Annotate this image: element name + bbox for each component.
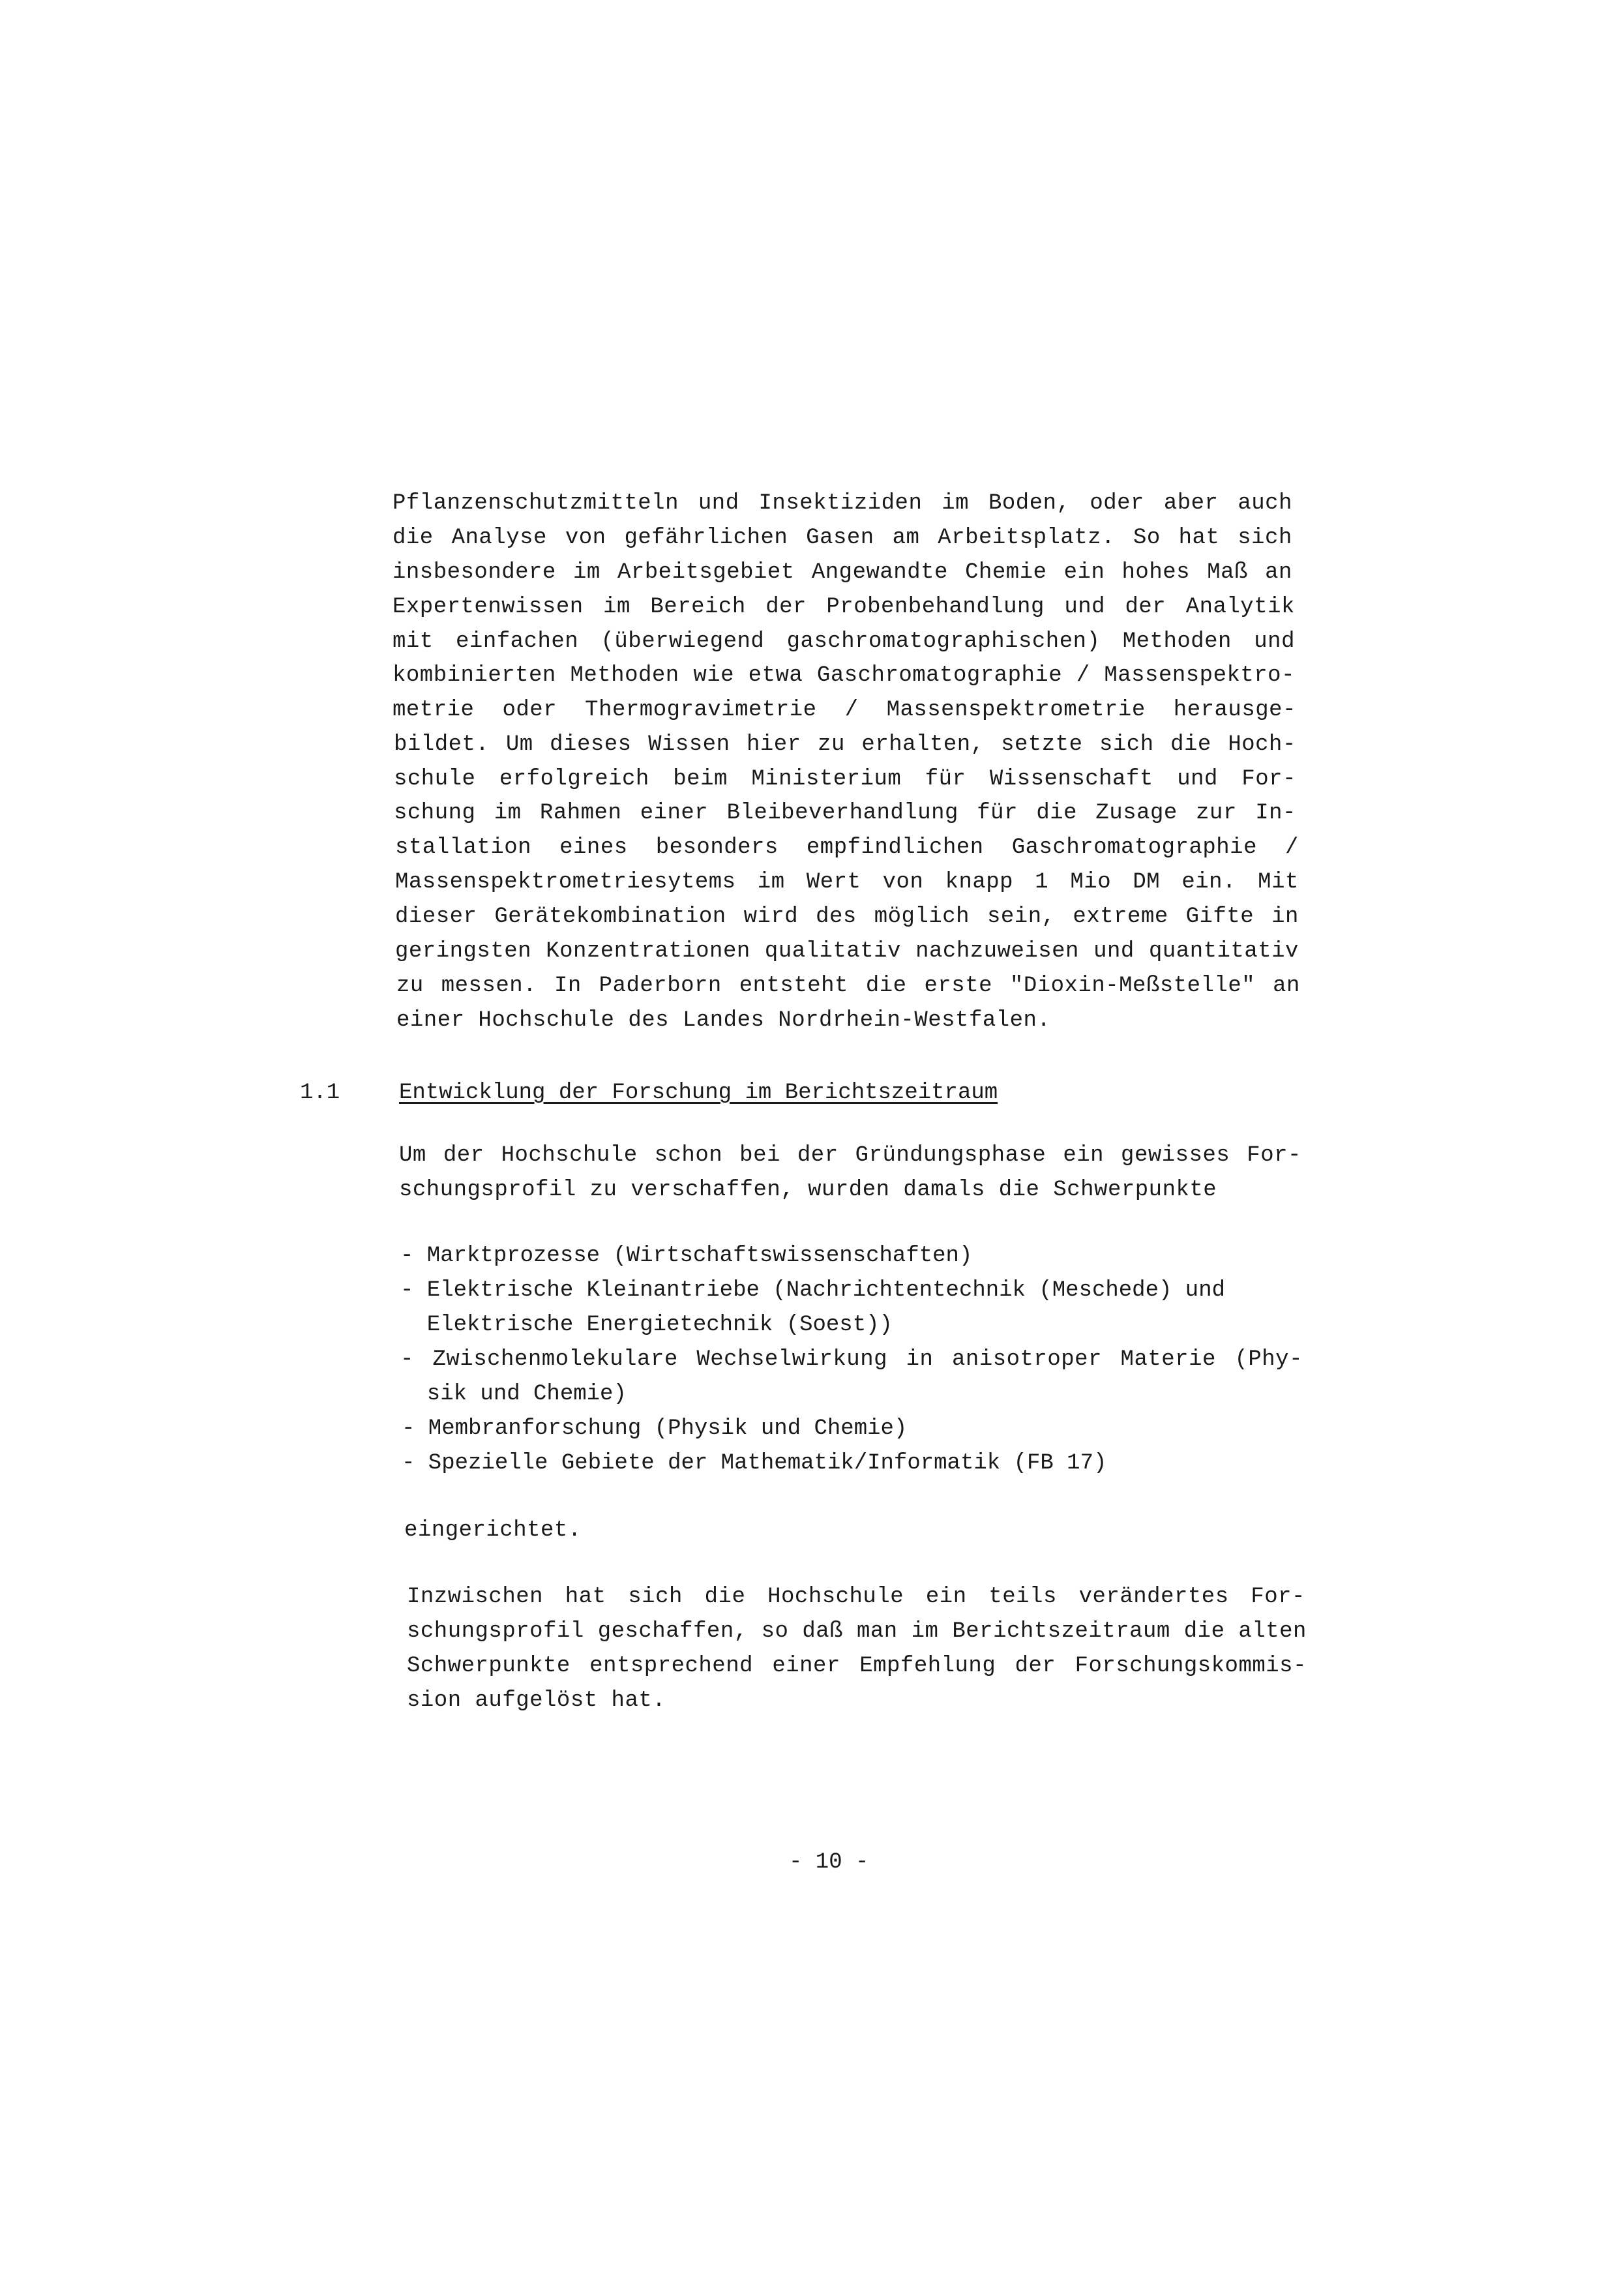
word: Gaschromatographie bbox=[816, 663, 1063, 688]
word: Pflanzenschutzmitteln bbox=[393, 491, 679, 516]
word: Zwischenmolekulare bbox=[432, 1347, 678, 1372]
word: Analytik bbox=[1185, 595, 1295, 619]
paragraph-1-line bbox=[393, 697, 1296, 723]
paragraph-1-line bbox=[395, 904, 1299, 930]
word: mit bbox=[393, 629, 434, 654]
word: zu bbox=[818, 732, 845, 757]
word: Paderborn bbox=[599, 974, 722, 998]
paragraph-3: eingerichtet. bbox=[404, 1518, 582, 1543]
word: man bbox=[856, 1619, 898, 1644]
word: besonders bbox=[655, 835, 779, 860]
word: Hochschule bbox=[767, 1585, 904, 1609]
word: in bbox=[1271, 904, 1299, 929]
word: hohes bbox=[1121, 560, 1191, 585]
word: Maß bbox=[1207, 560, 1248, 585]
word: / bbox=[844, 698, 859, 723]
word: der bbox=[1015, 1654, 1056, 1678]
word: sich bbox=[1238, 526, 1292, 550]
word: alten bbox=[1238, 1619, 1307, 1644]
list-item-continuation: Elektrische Energietechnik (Soest)) bbox=[400, 1313, 893, 1337]
word: auch bbox=[1238, 491, 1292, 516]
word: DM bbox=[1133, 870, 1161, 895]
word: hat bbox=[565, 1585, 606, 1609]
word: Mio bbox=[1070, 870, 1112, 895]
word: Hochschule bbox=[501, 1143, 638, 1168]
word: For- bbox=[1247, 1143, 1301, 1168]
word: möglich bbox=[874, 904, 970, 929]
word: Hoch- bbox=[1228, 732, 1296, 757]
word: geringsten bbox=[395, 939, 532, 964]
word: Ministerium bbox=[751, 767, 902, 792]
word: der bbox=[1125, 595, 1166, 619]
word: For- bbox=[1241, 767, 1296, 792]
word: stallation bbox=[395, 835, 532, 860]
word: schungsprofil bbox=[407, 1619, 584, 1644]
word: Wissenschaft bbox=[989, 767, 1153, 792]
word: die bbox=[1183, 1619, 1225, 1644]
paragraph-1-line bbox=[393, 663, 1295, 689]
word: im bbox=[573, 560, 601, 585]
word: schon bbox=[654, 1143, 723, 1168]
list-item: - Membranforschung (Physik und Chemie) bbox=[402, 1416, 908, 1441]
paragraph-1-line bbox=[396, 973, 1300, 999]
word: für bbox=[977, 801, 1018, 826]
word: oder bbox=[502, 698, 557, 723]
word: qualitativ bbox=[764, 939, 901, 964]
word: Schwerpunkte bbox=[407, 1654, 571, 1678]
word: bildet. bbox=[394, 732, 490, 757]
word: Massenspektrometriesytems bbox=[395, 870, 736, 895]
word: so bbox=[761, 1619, 789, 1644]
word: Wert bbox=[806, 870, 861, 895]
word: Chemie bbox=[965, 560, 1047, 585]
word: sich bbox=[628, 1585, 683, 1609]
word: So bbox=[1133, 526, 1161, 550]
word: Forschungskommis- bbox=[1075, 1654, 1307, 1678]
word: im bbox=[942, 491, 970, 516]
word: von bbox=[882, 870, 924, 895]
word: Inzwischen bbox=[407, 1585, 544, 1609]
word: (Phy- bbox=[1234, 1347, 1303, 1372]
list-item: - Spezielle Gebiete der Mathematik/Informatik (FB 17) bbox=[402, 1451, 1107, 1476]
paragraph-1-line bbox=[395, 869, 1299, 895]
word: Arbeitsplatz. bbox=[938, 526, 1116, 550]
word: Konzentrationen bbox=[546, 939, 750, 964]
word: For- bbox=[1251, 1585, 1305, 1609]
word: Methoden bbox=[1122, 629, 1232, 654]
word: aber bbox=[1163, 491, 1219, 516]
word: schung bbox=[394, 801, 476, 826]
word: entsprechend bbox=[589, 1654, 754, 1678]
word: schule bbox=[394, 767, 476, 792]
word: Insektiziden bbox=[758, 491, 923, 516]
word: ein bbox=[1063, 1143, 1105, 1168]
word: / bbox=[1285, 835, 1299, 860]
list-item-continuation: sik und Chemie) bbox=[400, 1382, 627, 1407]
word: die bbox=[865, 974, 907, 998]
section-number: 1.1 bbox=[300, 1081, 340, 1105]
word: insbesondere bbox=[393, 560, 556, 585]
word: erfolgreich bbox=[499, 767, 649, 792]
word: kombinierten bbox=[393, 663, 556, 688]
word: Gaschromatographie bbox=[1011, 835, 1257, 860]
paragraph-2-line bbox=[399, 1142, 1301, 1169]
paragraph-1-line bbox=[395, 938, 1299, 964]
word: der bbox=[443, 1143, 484, 1168]
word: Massenspektrometrie bbox=[886, 698, 1146, 723]
word: Wissen bbox=[648, 732, 730, 757]
word: Gifte bbox=[1185, 904, 1254, 929]
word: Rahmen bbox=[539, 801, 622, 826]
word: dieses bbox=[550, 732, 632, 757]
word: im bbox=[757, 870, 785, 895]
word: herausge- bbox=[1173, 698, 1296, 723]
word: entsteht bbox=[739, 974, 848, 998]
word: für bbox=[925, 767, 966, 792]
word: (überwiegend bbox=[601, 629, 765, 654]
word: und bbox=[1093, 939, 1135, 964]
list-item: - Elektrische Kleinantriebe (Nachrichtentechnik (Meschede) und bbox=[400, 1278, 1226, 1303]
word: empfindlichen bbox=[806, 835, 984, 860]
word: setzte bbox=[1001, 732, 1083, 757]
word: In- bbox=[1255, 801, 1296, 826]
section-title: Entwicklung der Forschung im Berichtszeitraum bbox=[399, 1081, 998, 1105]
word: erste bbox=[924, 974, 993, 998]
word: In bbox=[554, 974, 582, 998]
word: anisotroper bbox=[952, 1347, 1102, 1372]
word: einfachen bbox=[456, 629, 579, 654]
word: der bbox=[797, 1143, 838, 1168]
word: messen. bbox=[441, 974, 537, 998]
word: gaschromatographischen) bbox=[786, 629, 1101, 654]
word: die bbox=[1036, 801, 1078, 826]
word: erhalten, bbox=[861, 732, 985, 757]
word: Probenbehandlung bbox=[826, 595, 1045, 619]
list-item: - Marktprozesse (Wirtschaftswissenschaften) bbox=[400, 1244, 973, 1268]
word: Methoden bbox=[570, 663, 679, 688]
word: Um bbox=[399, 1143, 426, 1168]
word: Angewandte bbox=[811, 560, 948, 585]
word: "Dioxin-Meßstelle" bbox=[1009, 974, 1256, 998]
word: und bbox=[1064, 595, 1106, 619]
word: Analyse bbox=[451, 526, 547, 550]
paragraph-1-line: einer Hochschule des Landes Nordrhein-Westfalen. bbox=[396, 1008, 1051, 1033]
word: dieser bbox=[395, 904, 477, 929]
word: einer bbox=[640, 801, 709, 826]
paragraph-1-line bbox=[394, 732, 1296, 758]
word: an bbox=[1273, 974, 1300, 998]
paragraph-1-line bbox=[395, 835, 1299, 861]
paragraph-1-line bbox=[393, 629, 1295, 655]
word: knapp bbox=[945, 870, 1014, 895]
page-number: - 10 - bbox=[789, 1850, 869, 1875]
word: wird bbox=[743, 904, 799, 929]
word: Arbeitsgebiet bbox=[617, 560, 795, 585]
word: sein, bbox=[987, 904, 1056, 929]
word: extreme bbox=[1073, 904, 1168, 929]
paragraph-4-line bbox=[407, 1618, 1307, 1645]
word: zur bbox=[1196, 801, 1237, 826]
word: und bbox=[1177, 767, 1218, 792]
paragraph-1-line bbox=[393, 594, 1295, 620]
paragraph-1-line bbox=[393, 525, 1292, 551]
word: Mit bbox=[1258, 870, 1299, 895]
word: nachzuweisen bbox=[915, 939, 1079, 964]
word: hat bbox=[1178, 526, 1220, 550]
word: ein. bbox=[1181, 870, 1236, 895]
word: Berichtszeitraum bbox=[952, 1619, 1170, 1644]
word: Gasen bbox=[806, 526, 874, 550]
word: und bbox=[1254, 629, 1295, 654]
word: eines bbox=[559, 835, 628, 860]
word: Boden, bbox=[988, 491, 1071, 516]
word: von bbox=[565, 526, 606, 550]
word: Gründungsphase bbox=[855, 1143, 1046, 1168]
word: Empfehlung bbox=[859, 1654, 996, 1678]
word: gefährlichen bbox=[624, 526, 788, 550]
word: bei bbox=[739, 1143, 780, 1168]
word: und bbox=[698, 491, 739, 516]
word: - bbox=[400, 1347, 414, 1372]
word: die bbox=[393, 526, 434, 550]
word: gewisses bbox=[1121, 1143, 1230, 1168]
word: teils bbox=[988, 1585, 1057, 1609]
word: oder bbox=[1090, 491, 1144, 516]
word: die bbox=[704, 1585, 746, 1609]
word: etwa bbox=[748, 663, 803, 688]
word: an bbox=[1265, 560, 1292, 585]
word: am bbox=[892, 526, 920, 550]
word: daß bbox=[802, 1619, 844, 1644]
paragraph-2-line: schungsprofil zu verschaffen, wurden damals die Schwerpunkte bbox=[399, 1178, 1217, 1202]
word: zu bbox=[396, 974, 424, 998]
word: quantitativ bbox=[1149, 939, 1299, 964]
word: verändertes bbox=[1078, 1585, 1229, 1609]
word: des bbox=[816, 904, 857, 929]
word: einer bbox=[772, 1654, 840, 1678]
word: sich bbox=[1099, 732, 1154, 757]
word: in bbox=[906, 1347, 934, 1372]
word: Wechselwirkung bbox=[696, 1347, 888, 1372]
word: beim bbox=[673, 767, 728, 792]
paragraph-1-line bbox=[393, 559, 1292, 586]
word: wie bbox=[693, 663, 735, 688]
word: geschaffen, bbox=[597, 1619, 748, 1644]
word: im bbox=[911, 1619, 939, 1644]
word: im bbox=[494, 801, 522, 826]
word: hier bbox=[746, 732, 801, 757]
paragraph-1-line bbox=[394, 766, 1296, 792]
list-item bbox=[400, 1347, 1303, 1373]
word: Zusage bbox=[1095, 801, 1178, 826]
word: ein bbox=[1063, 560, 1105, 585]
paragraph-1-line bbox=[394, 800, 1296, 826]
word: 1 bbox=[1035, 870, 1049, 895]
word: Massenspektro- bbox=[1104, 663, 1295, 688]
word: Thermogravimetrie bbox=[585, 698, 817, 723]
paragraph-4-line bbox=[407, 1653, 1307, 1679]
word: Expertenwissen bbox=[393, 595, 584, 619]
word: der bbox=[765, 595, 807, 619]
word: die bbox=[1170, 732, 1211, 757]
word: Gerätekombination bbox=[494, 904, 726, 929]
paragraph-4-line bbox=[407, 1584, 1305, 1610]
word: Bleibeverhandlung bbox=[726, 801, 958, 826]
word: im bbox=[603, 595, 630, 619]
word: ein bbox=[925, 1585, 967, 1609]
word: Bereich bbox=[650, 595, 746, 619]
word: / bbox=[1076, 663, 1090, 688]
paragraph-4-line: sion aufgelöst hat. bbox=[407, 1688, 666, 1713]
word: Materie bbox=[1120, 1347, 1216, 1372]
paragraph-1-line bbox=[393, 490, 1292, 516]
word: metrie bbox=[393, 698, 475, 723]
word: Um bbox=[505, 732, 533, 757]
